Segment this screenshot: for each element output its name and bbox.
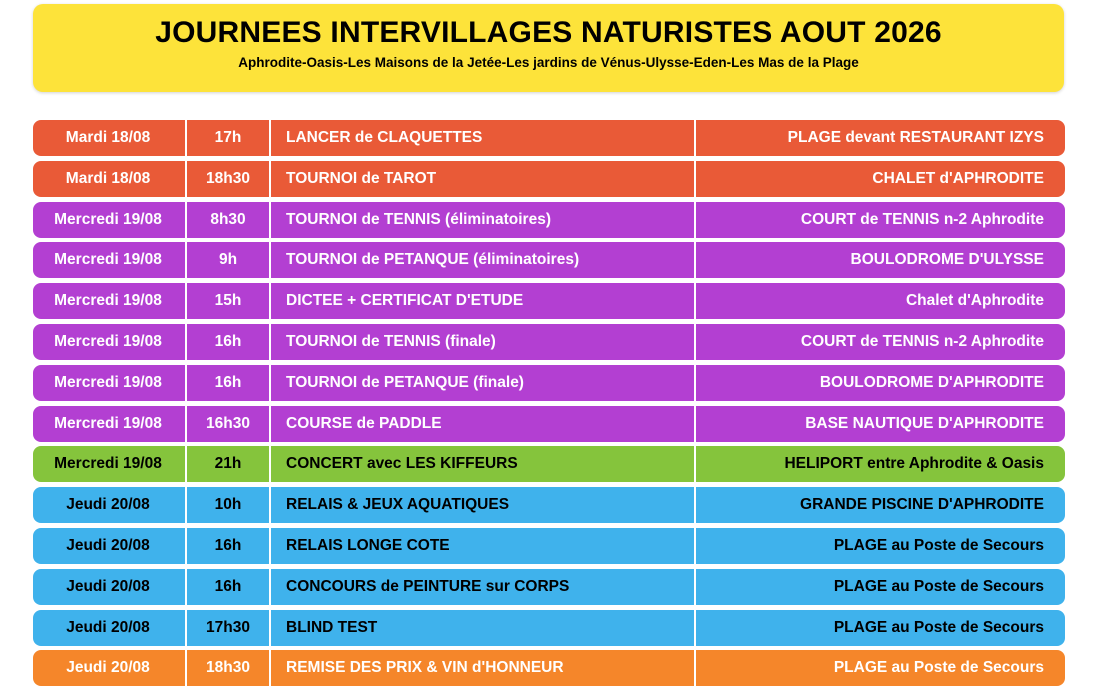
day-cell: Mercredi 19/08 xyxy=(54,414,162,432)
activity-cell: DICTEE + CERTIFICAT D'ETUDE xyxy=(286,292,524,310)
time-cell: 8h30 xyxy=(210,210,246,228)
page-subtitle: Aphrodite-Oasis-Les Maisons de la Jetée-Les jardins de Vénus-Ulysse-Eden-Les Mas de la Plage xyxy=(238,55,859,70)
day-cell: Jeudi 20/08 xyxy=(66,659,150,677)
day-cell: Mercredi 19/08 xyxy=(54,251,162,269)
schedule-row xyxy=(33,120,1065,156)
schedule-row xyxy=(33,528,1065,564)
time-cell: 16h xyxy=(214,332,242,350)
activity-cell: TOURNOI de PETANQUE (finale) xyxy=(286,373,524,391)
location-cell: Chalet d'Aphrodite xyxy=(905,292,1044,310)
page-title: JOURNEES INTERVILLAGES NATURISTES AOUT 2026 xyxy=(155,16,942,49)
activity-cell: RELAIS & JEUX AQUATIQUES xyxy=(286,496,510,514)
time-cell: 17h30 xyxy=(206,618,250,636)
time-cell: 21h xyxy=(214,455,242,473)
schedule-row xyxy=(33,242,1065,278)
location-cell: PLAGE au Poste de Secours xyxy=(833,577,1044,595)
day-cell: Mercredi 19/08 xyxy=(54,332,162,350)
location-cell: GRANDE PISCINE D'APHRODITE xyxy=(800,496,1044,514)
schedule-row xyxy=(33,446,1065,482)
activity-cell: CONCERT avec LES KIFFEURS xyxy=(286,455,518,473)
day-cell: Jeudi 20/08 xyxy=(66,577,150,595)
time-cell: 16h xyxy=(214,536,242,554)
location-cell: PLAGE au Poste de Secours xyxy=(833,536,1044,554)
time-cell: 18h30 xyxy=(206,659,250,677)
schedule-row xyxy=(33,365,1065,401)
day-cell: Jeudi 20/08 xyxy=(66,496,150,514)
location-cell: COURT de TENNIS n-2 Aphrodite xyxy=(800,332,1044,350)
schedule-row xyxy=(33,406,1065,442)
time-cell: 16h30 xyxy=(206,414,250,432)
location-cell: HELIPORT entre Aphrodite & Oasis xyxy=(784,455,1044,473)
schedule-row xyxy=(33,487,1065,523)
location-cell: PLAGE au Poste de Secours xyxy=(833,618,1044,636)
day-cell: Mercredi 19/08 xyxy=(54,455,162,473)
time-cell: 17h xyxy=(214,129,242,146)
schedule-row xyxy=(33,283,1065,319)
schedule-row xyxy=(33,569,1065,605)
day-cell: Mercredi 19/08 xyxy=(54,210,162,228)
header-banner xyxy=(33,4,1064,92)
time-cell: 9h xyxy=(218,251,238,269)
schedule-row xyxy=(33,324,1065,360)
location-cell: PLAGE au Poste de Secours xyxy=(833,659,1044,677)
location-cell: BOULODROME D'ULYSSE xyxy=(850,251,1044,269)
activity-cell: CONCOURS de PEINTURE sur CORPS xyxy=(286,577,570,595)
activity-cell: TOURNOI de TAROT xyxy=(286,169,437,187)
activity-cell: REMISE DES PRIX & VIN d'HONNEUR xyxy=(286,659,564,677)
activity-cell: TOURNOI de TENNIS (éliminatoires) xyxy=(286,210,551,228)
location-cell: BASE NAUTIQUE D'APHRODITE xyxy=(805,414,1044,432)
time-cell: 10h xyxy=(214,496,242,514)
day-cell: Mardi 18/08 xyxy=(65,169,151,187)
schedule-row xyxy=(33,161,1065,197)
location-cell: BOULODROME D'APHRODITE xyxy=(819,373,1044,391)
activity-cell: RELAIS LONGE COTE xyxy=(286,536,450,554)
activity-cell: LANCER de CLAQUETTES xyxy=(286,129,483,146)
location-cell: PLAGE devant RESTAURANT IZYS xyxy=(787,129,1044,146)
schedule-row xyxy=(33,610,1065,646)
location-cell: COURT de TENNIS n-2 Aphrodite xyxy=(800,210,1044,228)
schedule-row xyxy=(33,650,1065,686)
activity-cell: BLIND TEST xyxy=(286,618,378,636)
day-cell: Mercredi 19/08 xyxy=(54,292,162,310)
day-cell: Jeudi 20/08 xyxy=(66,618,150,636)
activity-cell: COURSE de PADDLE xyxy=(286,414,442,432)
schedule-table xyxy=(33,120,1065,691)
day-cell: Mardi 18/08 xyxy=(65,129,151,146)
time-cell: 16h xyxy=(214,373,242,391)
time-cell: 16h xyxy=(214,577,242,595)
location-cell: CHALET d'APHRODITE xyxy=(872,169,1044,187)
day-cell: Jeudi 20/08 xyxy=(66,536,150,554)
day-cell: Mercredi 19/08 xyxy=(54,373,162,391)
time-cell: 18h30 xyxy=(206,169,250,187)
activity-cell: TOURNOI de PETANQUE (éliminatoires) xyxy=(286,251,580,269)
schedule-row xyxy=(33,202,1065,238)
activity-cell: TOURNOI de TENNIS (finale) xyxy=(286,332,496,350)
time-cell: 15h xyxy=(214,292,242,310)
